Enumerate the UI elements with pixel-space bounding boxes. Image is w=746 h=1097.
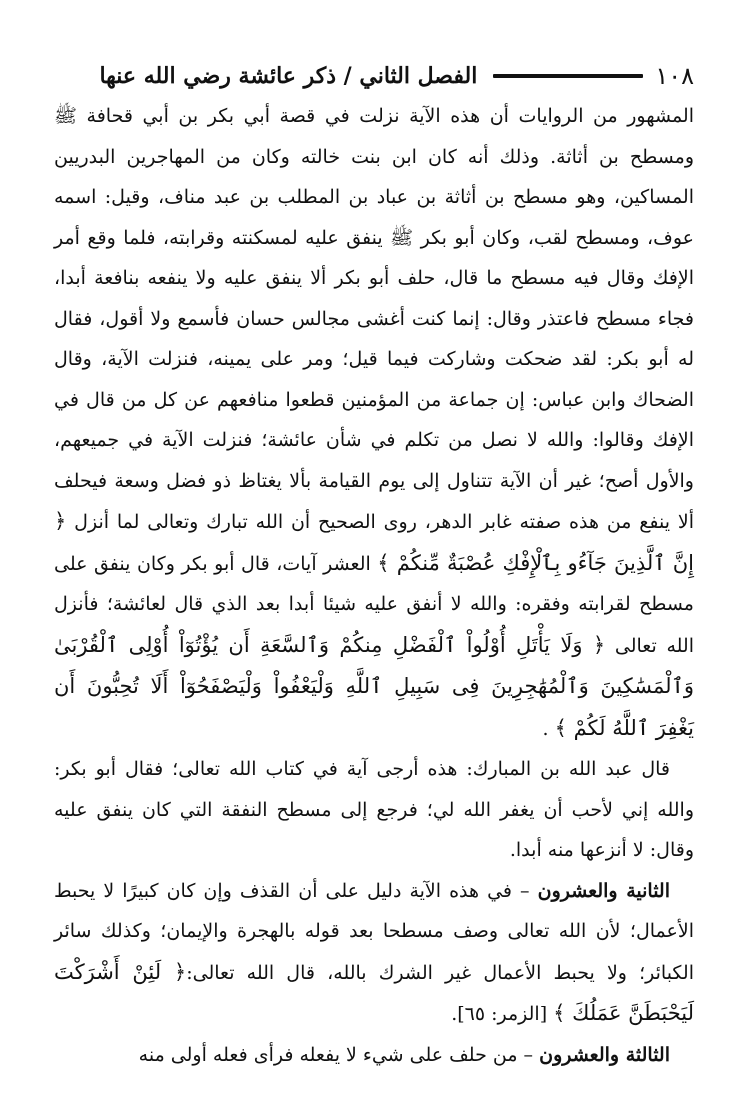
paragraph-1-text-b: العشر آيات، قال أبو بكر وكان ينفق على مسطح لقرابته وفقره: والله لا أنفق عليه شيئا أبدا بعد الذي قال لعائشة؛ فأنزل الله تعالى	[54, 552, 694, 657]
chapter-title: الفصل الثاني / ذكر عائشة رضي الله عنها	[99, 63, 478, 89]
paragraph-1-text-c: .	[542, 717, 549, 740]
quran-verse-3: ﴿ لَئِنْ أَشْرَكْتَ لَيَحْبَطَنَّ عَمَلُكَ ﴾	[54, 959, 694, 1025]
body-text	[54, 96, 694, 1075]
paragraph-2: قال عبد الله بن المبارك: هذه أرجى آية في كتاب الله تعالى؛ فقال أبو بكر: والله إني لأحب أن يغفر الله لي؛ فرجع إلى مسطح النفقة التي كان ينفق عليه وقال: لا أنزعها منه أبدا.	[54, 758, 694, 861]
paragraph-3-text-b: [الزمر: ٦٥].	[451, 1003, 554, 1025]
paragraph-1	[54, 96, 694, 749]
paragraph-3	[54, 871, 694, 1035]
section-heading-22: الثانية والعشرون	[537, 879, 670, 902]
header-rule	[493, 74, 643, 78]
quran-verse-1: ﴿ إِنَّ ٱلَّذِينَ جَآءُو بِٱلْإِفْكِ عُصْبَةٌ مِّنكُمْ ﴾	[54, 509, 694, 575]
paragraph-1-text-a: المشهور من الروايات أن هذه الآية نزلت في قصة أبي بكر بن أبي قحافة ﷺ ومسطح بن أثاثة. وذلك أنه كان ابن بنت خالته وكان من المهاجرين البدريين المساكين، وهو مسطح بن أثاثة بن عباد بن المطلب بن عبد مناف، وقيل: اسمه عوف، ومسطح لقب، وكان أبو بكر ﷺ ينفق عليه لمسكنته وقرابته، فلما وقع أمر الإفك وقال فيه مسطح ما قال، حلف أبو بكر ألا ينفق عليه ولا ينفعه بنافعة أبدا، فجاء مسطح فاعتذر وقال: إنما كنت أغشى مجالس حسان فأسمع ولا أقول، فقال له أبو بكر: لقد ضحكت وشاركت فيما قيل؛ ومر على يمينه، فنزلت الآية، وقال الضحاك وابن عباس: إن جماعة من المؤمنين قطعوا منافعهم عن كل من قال في الإفك وقالوا: والله لا نصل من تكلم في شأن عائشة؛ فنزلت الآية في جميعهم، والأول أصح؛ غير أن الآية تتناول إلى يوم القيامة بألا يغتاظ ذو فضل وسعة فيحلف ألا ينفع من هذه صفته غابر الدهر، روى الصحيح أن الله تبارك وتعالى لما أنزل	[54, 105, 694, 533]
paragraph-4	[54, 1035, 694, 1076]
quran-verse-2: ﴿ وَلَا يَأْتَلِ أُوْلُواْ ٱلْفَضْلِ مِنكُمْ وَٱلسَّعَةِ أَن يُؤْتُوٓاْ أُوْلِى ٱلْقُرْبَىٰ وَٱلْمَسَٰكِينَ وَٱلْمُهَٰجِرِينَ فِى سَبِيلِ ٱللَّهِ وَلْيَعْفُواْ وَلْيَصْفَحُوٓاْ أَلَا تُحِبُّونَ أَن يَغْفِرَ ٱللَّهُ لَكُمْ ﴾	[54, 632, 694, 740]
paragraph-3-text-a: – في هذه الآية دليل على أن القذف وإن كان كبيرًا لا يحبط الأعمال؛ لأن الله تعالى وصف مسطحا بعد قوله بالهجرة والإيمان؛ وكذلك سائر الكبائر؛ ولا يحبط الأعمال غير الشرك بالله، قال الله تعالى:	[54, 879, 694, 984]
paragraph-4-text-a: – من حلف على شيء لا يفعله فرأى فعله أولى منه	[138, 1043, 540, 1066]
page-number: ١٠٨	[655, 62, 694, 90]
section-heading-23: الثالثة والعشرون	[539, 1043, 670, 1066]
page-header	[54, 58, 694, 94]
